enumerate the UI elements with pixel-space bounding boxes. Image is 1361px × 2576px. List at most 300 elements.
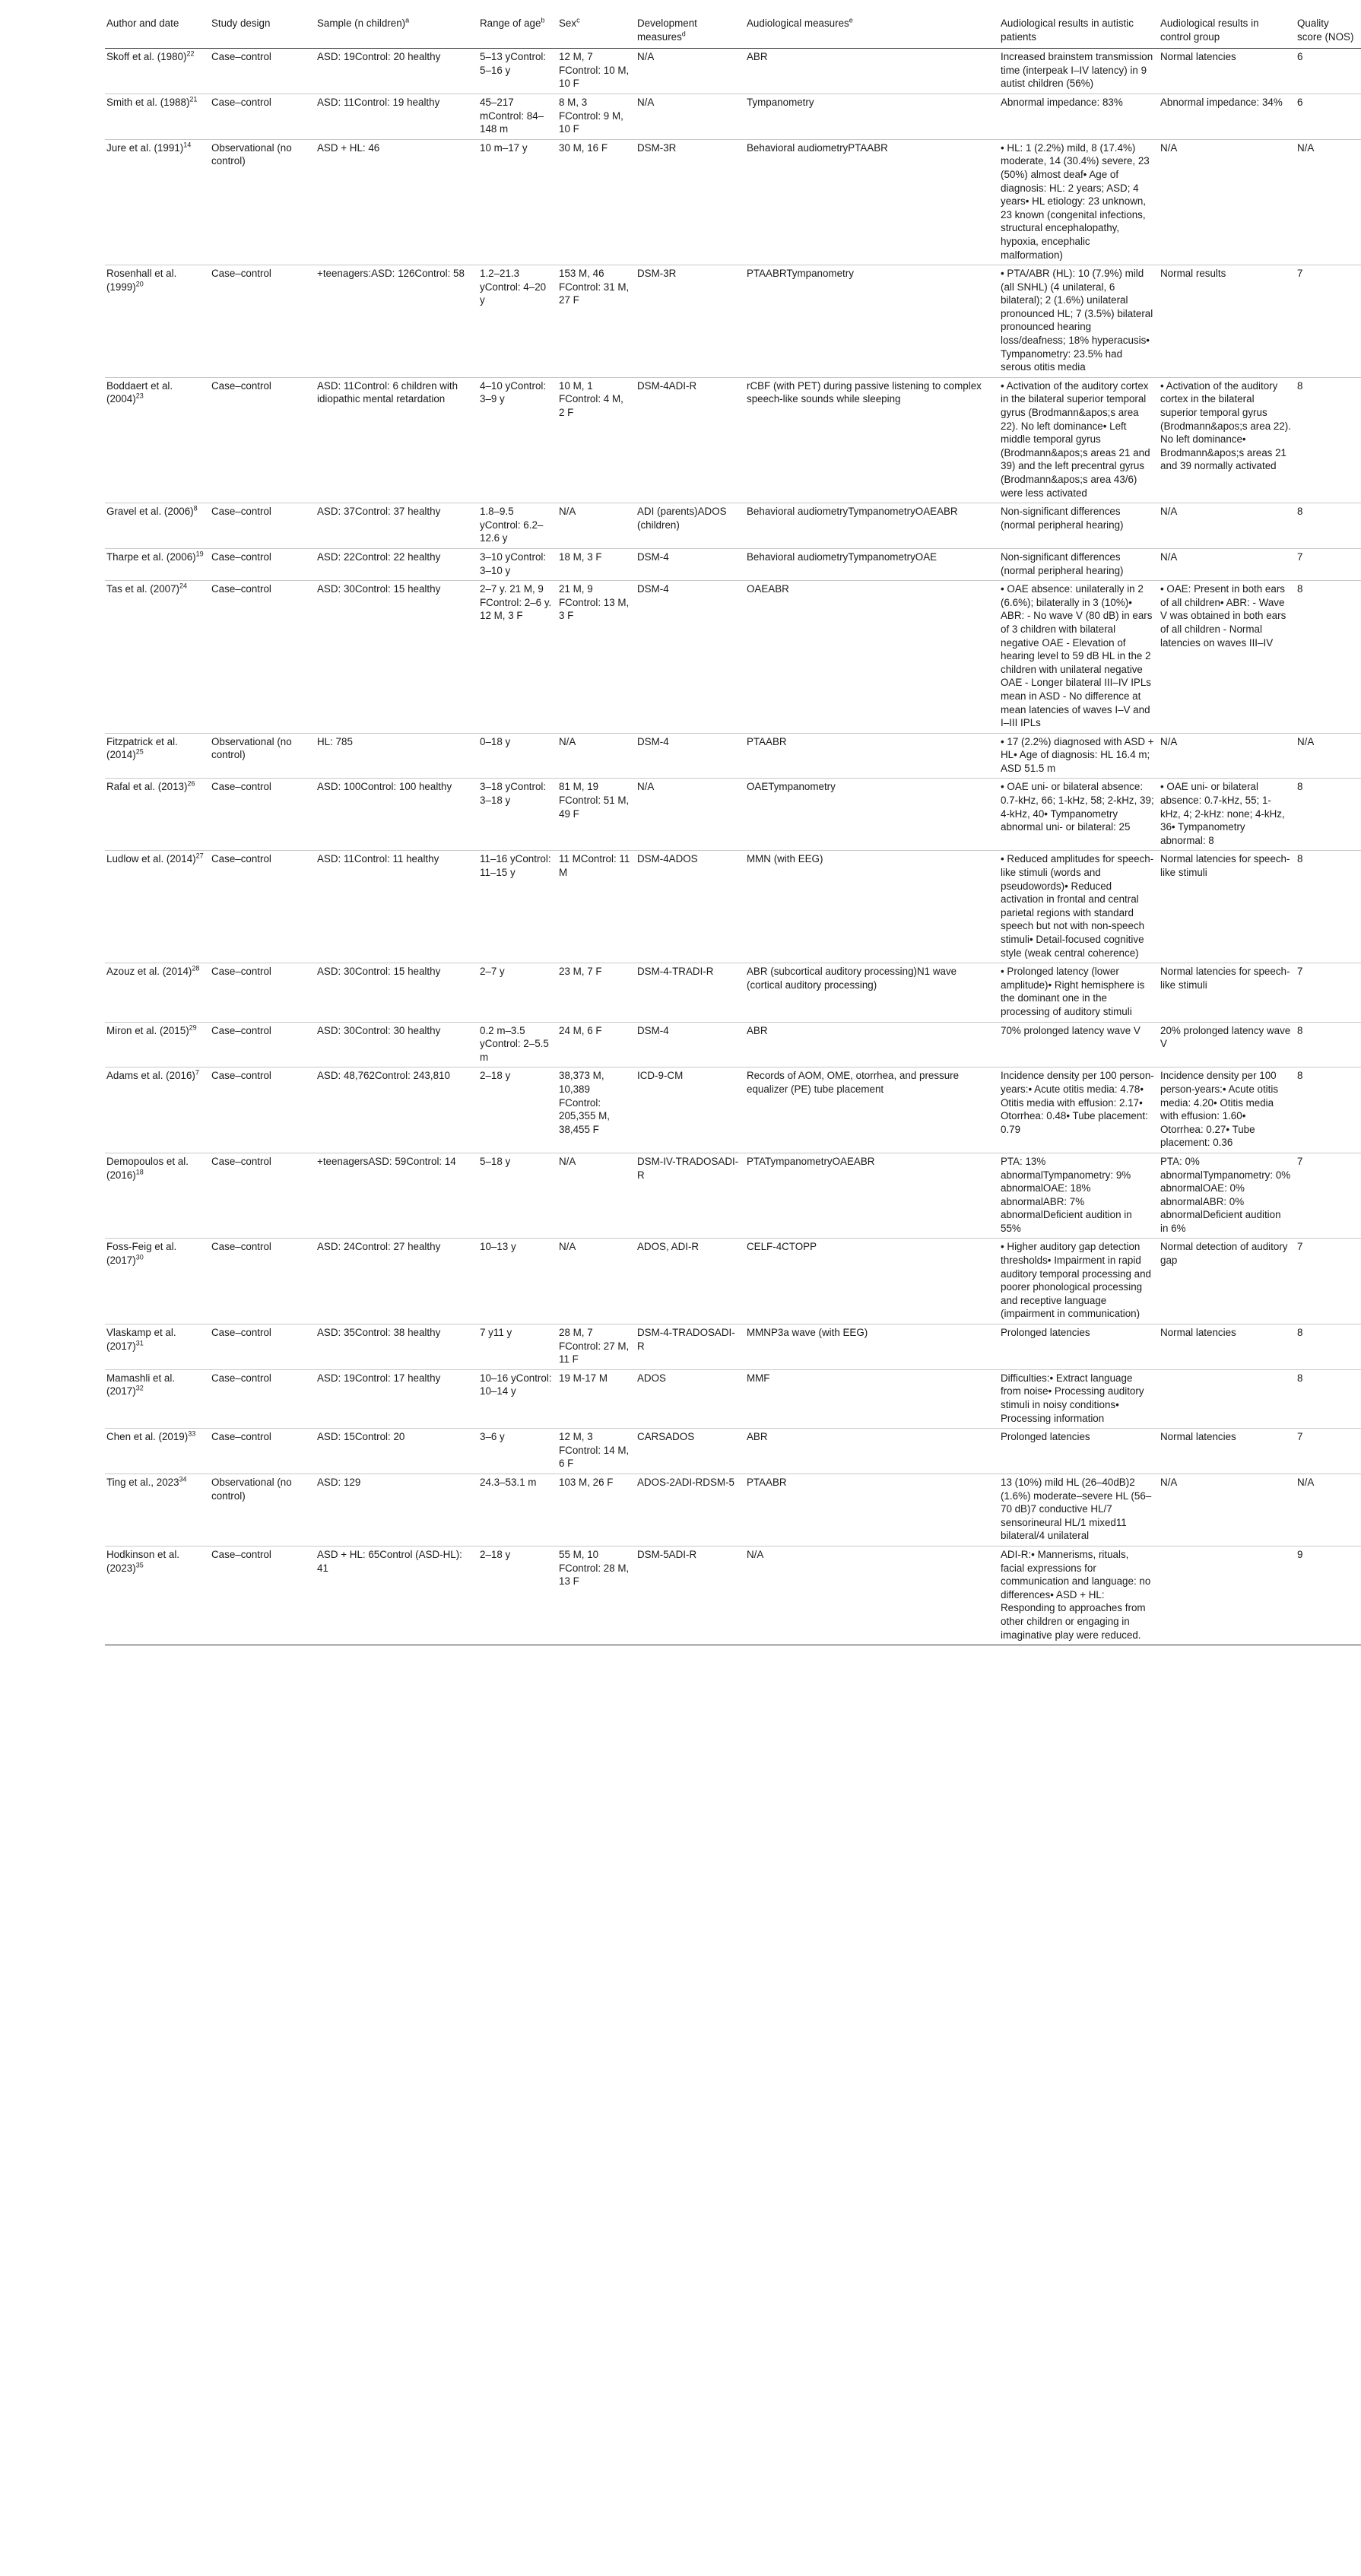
- table-row: [105, 581, 1361, 734]
- reference-number: 21: [189, 95, 198, 103]
- cell-author: [105, 1474, 210, 1546]
- cell-study-design-text: Case–control: [211, 781, 271, 793]
- cell-results-control: [1159, 733, 1296, 779]
- table-row: [105, 1546, 1361, 1645]
- cell-audiological-measures-text: OAETympanometry: [747, 781, 836, 793]
- cell-quality-score-text: N/A: [1297, 1476, 1315, 1488]
- cell-sample: [316, 1546, 478, 1645]
- column-header-label: Audiological results in control group: [1160, 17, 1259, 43]
- cell-study-design: [210, 1369, 316, 1428]
- cell-quality-score-text: 8: [1297, 379, 1303, 392]
- cell-author-text: Ludlow et al. (2014): [106, 853, 196, 865]
- cell-sample: [316, 1068, 478, 1153]
- cell-sex-text: 19 M-17 M: [559, 1372, 608, 1384]
- cell-audiological-measures: [745, 49, 999, 94]
- cell-audiological-measures: [745, 503, 999, 549]
- cell-quality-score: [1296, 581, 1361, 734]
- cell-quality-score-text: 7: [1297, 1241, 1303, 1253]
- cell-study-design: [210, 733, 316, 779]
- cell-age-range: [478, 733, 557, 779]
- cell-study-design-text: Case–control: [211, 550, 271, 563]
- cell-age-range: [478, 851, 557, 963]
- cell-development-measures-text: DSM-3R: [637, 141, 677, 154]
- table-row: [105, 1068, 1361, 1153]
- table-row: [105, 265, 1361, 378]
- cell-sex: [557, 94, 636, 139]
- cell-author-text: Demopoulos et al. (2016): [106, 1155, 189, 1181]
- cell-study-design-text: Case–control: [211, 96, 271, 108]
- cell-study-design: [210, 581, 316, 734]
- reference-number: 35: [135, 1561, 144, 1569]
- cell-age-range-text: 5–18 y: [480, 1155, 511, 1167]
- cell-author: [105, 1068, 210, 1153]
- cell-audiological-measures-text: ABR: [747, 51, 768, 63]
- cell-sample: [316, 963, 478, 1022]
- cell-quality-score-text: 8: [1297, 583, 1303, 595]
- cell-quality-score: [1296, 963, 1361, 1022]
- cell-audiological-measures: [745, 1369, 999, 1428]
- cell-sex: [557, 139, 636, 265]
- cell-quality-score-text: 7: [1297, 1155, 1303, 1167]
- cell-sex: [557, 1369, 636, 1428]
- cell-results-control-text: Normal results: [1160, 268, 1226, 280]
- cell-sex-text: 11 MControl: 11 M: [559, 853, 630, 879]
- cell-author: [105, 1153, 210, 1239]
- column-header-footnote: b: [541, 16, 545, 24]
- cell-development-measures: [636, 1324, 745, 1370]
- reference-number: 23: [135, 392, 144, 400]
- cell-sample-text: ASD: 11Control: 11 healthy: [317, 853, 439, 865]
- cell-results-autistic: [999, 265, 1159, 378]
- cell-sex-text: N/A: [559, 506, 576, 518]
- cell-quality-score-text: 7: [1297, 268, 1303, 280]
- cell-quality-score: [1296, 1429, 1361, 1474]
- cell-sex: [557, 1022, 636, 1068]
- cell-quality-score-text: 8: [1297, 506, 1303, 518]
- cell-age-range-text: 0–18 y: [480, 735, 511, 747]
- cell-study-design: [210, 1153, 316, 1239]
- cell-sample: [316, 1369, 478, 1428]
- reference-number: 29: [189, 1023, 197, 1032]
- cell-results-autistic-text: Abnormal impedance: 83%: [1001, 96, 1123, 108]
- cell-results-control-text: Normal latencies: [1160, 1431, 1236, 1443]
- cell-age-range: [478, 503, 557, 549]
- cell-quality-score-text: 8: [1297, 1372, 1303, 1384]
- cell-development-measures-text: DSM-4-TRADOSADI-R: [637, 1327, 735, 1352]
- cell-author: [105, 1022, 210, 1068]
- cell-sample: [316, 94, 478, 139]
- cell-author: [105, 503, 210, 549]
- cell-sex: [557, 963, 636, 1022]
- cell-results-control: [1159, 779, 1296, 851]
- cell-author-text: Vlaskamp et al. (2017): [106, 1327, 176, 1352]
- cell-audiological-measures-text: MMF: [747, 1372, 770, 1384]
- column-header: [557, 15, 636, 49]
- cell-development-measures: [636, 1429, 745, 1474]
- cell-age-range-text: 24.3–53.1 m: [480, 1476, 537, 1488]
- cell-audiological-measures-text: ABR: [747, 1024, 768, 1036]
- cell-development-measures-text: DSM-4: [637, 550, 669, 563]
- cell-results-autistic-text: • Higher auditory gap detection thresholds• Impairment in rapid auditory temporal processing and poorer phonological processing and receptive language (impairment in communication): [1001, 1241, 1151, 1320]
- cell-sex: [557, 733, 636, 779]
- cell-author-text: Adams et al. (2016): [106, 1070, 195, 1082]
- cell-audiological-measures: [745, 1022, 999, 1068]
- cell-author-text: Rosenhall et al. (1999): [106, 268, 177, 293]
- cell-sample-text: +teenagersASD: 59Control: 14: [317, 1155, 456, 1167]
- cell-results-control-text: Normal latencies: [1160, 1327, 1236, 1339]
- cell-development-measures: [636, 1068, 745, 1153]
- cell-results-control-text: Normal detection of auditory gap: [1160, 1241, 1288, 1267]
- cell-results-autistic-text: PTA: 13% abnormalTympanometry: 9% abnormalOAE: 18% abnormalABR: 7% abnormalDeficient audition in 55%: [1001, 1155, 1132, 1234]
- cell-quality-score: [1296, 139, 1361, 265]
- cell-quality-score-text: 7: [1297, 1431, 1303, 1443]
- cell-sample-text: ASD: 129: [317, 1476, 361, 1488]
- column-header-label: Development measures: [637, 17, 697, 43]
- cell-sex: [557, 581, 636, 734]
- cell-study-design: [210, 503, 316, 549]
- cell-author-text: Miron et al. (2015): [106, 1024, 189, 1036]
- cell-author: [105, 779, 210, 851]
- cell-development-measures-text: N/A: [637, 96, 655, 108]
- cell-development-measures-text: N/A: [637, 781, 655, 793]
- cell-development-measures-text: CARSADOS: [637, 1431, 695, 1443]
- cell-results-autistic: [999, 548, 1159, 580]
- cell-results-autistic-text: Non-significant differences (normal peripheral hearing): [1001, 506, 1124, 531]
- cell-results-autistic-text: Non-significant differences (normal peripheral hearing): [1001, 550, 1124, 576]
- table-row: [105, 851, 1361, 963]
- cell-results-control-text: N/A: [1160, 506, 1178, 518]
- cell-results-autistic: [999, 1546, 1159, 1645]
- cell-audiological-measures: [745, 265, 999, 378]
- cell-author-text: Jure et al. (1991): [106, 141, 184, 154]
- cell-results-control: [1159, 1324, 1296, 1370]
- cell-study-design-text: Case–control: [211, 853, 271, 865]
- column-header-footnote: a: [405, 16, 410, 24]
- cell-development-measures-text: DSM-IV-TRADOSADI-R: [637, 1155, 739, 1181]
- cell-quality-score-text: 8: [1297, 853, 1303, 865]
- cell-results-control: [1159, 851, 1296, 963]
- cell-audiological-measures: [745, 1474, 999, 1546]
- cell-author: [105, 733, 210, 779]
- cell-quality-score: [1296, 1324, 1361, 1370]
- cell-sex-text: 55 M, 10 FControl: 28 M, 13 F: [559, 1548, 630, 1588]
- table-row: [105, 139, 1361, 265]
- cell-results-autistic: [999, 94, 1159, 139]
- cell-age-range: [478, 548, 557, 580]
- cell-sex: [557, 851, 636, 963]
- reference-number: 8: [193, 504, 198, 512]
- cell-development-measures-text: DSM-4: [637, 583, 669, 595]
- cell-audiological-measures: [745, 963, 999, 1022]
- column-header: [1296, 15, 1361, 49]
- table-row: [105, 49, 1361, 94]
- cell-study-design: [210, 1239, 316, 1324]
- cell-sample: [316, 733, 478, 779]
- cell-audiological-measures: [745, 851, 999, 963]
- column-header-label: Sex: [559, 17, 577, 29]
- cell-sex: [557, 1429, 636, 1474]
- cell-author: [105, 1369, 210, 1428]
- reference-number: 22: [186, 49, 195, 58]
- cell-results-control: [1159, 265, 1296, 378]
- column-header-label: Author and date: [106, 17, 179, 29]
- cell-quality-score: [1296, 733, 1361, 779]
- cell-author: [105, 94, 210, 139]
- cell-development-measures-text: DSM-4-TRADI-R: [637, 966, 714, 978]
- cell-development-measures-text: ADI (parents)ADOS (children): [637, 506, 727, 531]
- column-header: [316, 15, 478, 49]
- cell-results-control: [1159, 1546, 1296, 1645]
- cell-study-design: [210, 1324, 316, 1370]
- table-row: [105, 1369, 1361, 1428]
- cell-author: [105, 1239, 210, 1324]
- cell-development-measures-text: ADOS, ADI-R: [637, 1241, 700, 1253]
- cell-study-design: [210, 963, 316, 1022]
- cell-audiological-measures-text: Behavioral audiometryTympanometryOAEABR: [747, 506, 958, 518]
- cell-sex-text: 12 M, 7 FControl: 10 M, 10 F: [559, 51, 630, 90]
- cell-quality-score: [1296, 265, 1361, 378]
- cell-development-measures: [636, 548, 745, 580]
- cell-study-design: [210, 94, 316, 139]
- cell-sex: [557, 503, 636, 549]
- cell-age-range: [478, 1239, 557, 1324]
- cell-audiological-measures-text: PTAABR: [747, 1476, 787, 1488]
- table-row: [105, 503, 1361, 549]
- cell-development-measures: [636, 581, 745, 734]
- cell-results-control: [1159, 94, 1296, 139]
- cell-results-control: [1159, 503, 1296, 549]
- cell-age-range-text: 1.8–9.5 yControl: 6.2–12.6 y: [480, 506, 544, 544]
- cell-results-autistic-text: ADI-R:• Mannerisms, rituals, facial expressions for communication and language: no differences• ASD + HL: Responding to approaches from other children or engaging in imaginative play were reduced.: [1001, 1548, 1151, 1641]
- cell-sex-text: 23 M, 7 F: [559, 966, 602, 978]
- cell-author-text: Boddaert et al. (2004): [106, 379, 173, 405]
- cell-sex: [557, 265, 636, 378]
- cell-age-range: [478, 1474, 557, 1546]
- cell-audiological-measures: [745, 733, 999, 779]
- cell-sample: [316, 265, 478, 378]
- column-header: [105, 15, 210, 49]
- cell-development-measures-text: ADOS-2ADI-RDSM-5: [637, 1476, 734, 1488]
- cell-quality-score-text: N/A: [1297, 141, 1315, 154]
- cell-study-design-text: Case–control: [211, 1431, 271, 1443]
- cell-age-range-text: 7 y11 y: [480, 1327, 512, 1339]
- cell-audiological-measures-text: MMNP3a wave (with EEG): [747, 1327, 868, 1339]
- cell-results-autistic: [999, 377, 1159, 503]
- cell-results-autistic: [999, 779, 1159, 851]
- cell-author-text: Azouz et al. (2014): [106, 966, 192, 978]
- cell-results-autistic: [999, 1369, 1159, 1428]
- cell-development-measures-text: DSM-5ADI-R: [637, 1548, 697, 1560]
- reference-number: 20: [135, 280, 144, 288]
- cell-audiological-measures-text: N/A: [747, 1548, 764, 1560]
- cell-audiological-measures-text: MMN (with EEG): [747, 853, 823, 865]
- cell-audiological-measures: [745, 377, 999, 503]
- cell-audiological-measures-text: Behavioral audiometryTympanometryOAE: [747, 550, 937, 563]
- column-header-footnote: c: [576, 16, 580, 24]
- cell-audiological-measures-text: PTAABR: [747, 735, 787, 747]
- column-header-label: Range of age: [480, 17, 541, 29]
- cell-sample-text: ASD: 19Control: 17 healthy: [317, 1372, 441, 1384]
- reference-number: 31: [135, 1339, 144, 1347]
- cell-age-range-text: 1.2–21.3 yControl: 4–20 y: [480, 268, 547, 306]
- cell-sample-text: ASD: 15Control: 20: [317, 1431, 405, 1443]
- cell-results-control-text: Normal latencies for speech-like stimuli: [1160, 966, 1290, 991]
- cell-sex: [557, 1239, 636, 1324]
- cell-sex-text: 18 M, 3 F: [559, 550, 602, 563]
- column-header: [1159, 15, 1296, 49]
- reference-number: 19: [195, 550, 204, 558]
- table-row: [105, 1474, 1361, 1546]
- cell-audiological-measures-text: ABR: [747, 1431, 768, 1443]
- cell-quality-score-text: 6: [1297, 96, 1303, 108]
- cell-sample: [316, 1239, 478, 1324]
- cell-results-control-text: Normal latencies for speech-like stimuli: [1160, 853, 1290, 879]
- cell-development-measures: [636, 963, 745, 1022]
- cell-development-measures: [636, 1369, 745, 1428]
- cell-results-control: [1159, 548, 1296, 580]
- cell-age-range: [478, 49, 557, 94]
- cell-sample: [316, 581, 478, 734]
- table-container: [105, 15, 1354, 1645]
- cell-study-design: [210, 1022, 316, 1068]
- cell-author: [105, 1546, 210, 1645]
- cell-author: [105, 851, 210, 963]
- cell-sample: [316, 1429, 478, 1474]
- reference-number: 34: [179, 1475, 187, 1483]
- cell-age-range-text: 2–18 y: [480, 1548, 511, 1560]
- cell-development-measures-text: DSM-4: [637, 1024, 669, 1036]
- cell-sample: [316, 1324, 478, 1370]
- cell-age-range-text: 2–7 y. 21 M, 9 FControl: 2–6 y. 12 M, 3 F: [480, 583, 552, 622]
- cell-development-measures: [636, 1153, 745, 1239]
- cell-author-text: Gravel et al. (2006): [106, 506, 194, 518]
- cell-study-design: [210, 1429, 316, 1474]
- column-header-footnote: e: [849, 16, 853, 24]
- cell-author: [105, 49, 210, 94]
- cell-study-design-text: Case–control: [211, 379, 271, 392]
- cell-study-design-text: Observational (no control): [211, 141, 292, 167]
- cell-development-measures: [636, 49, 745, 94]
- column-header-label: Study design: [211, 17, 271, 29]
- cell-audiological-measures: [745, 1324, 999, 1370]
- cell-study-design: [210, 1546, 316, 1645]
- cell-development-measures-text: ICD-9-CM: [637, 1070, 684, 1082]
- cell-age-range-text: 0.2 m–3.5 yControl: 2–5.5 m: [480, 1024, 549, 1063]
- cell-results-control: [1159, 1022, 1296, 1068]
- cell-study-design-text: Case–control: [211, 1024, 271, 1036]
- cell-audiological-measures-text: OAEABR: [747, 583, 789, 595]
- cell-sample: [316, 548, 478, 580]
- cell-development-measures: [636, 1546, 745, 1645]
- cell-sex-text: N/A: [559, 1155, 576, 1167]
- cell-development-measures: [636, 94, 745, 139]
- cell-results-autistic: [999, 1022, 1159, 1068]
- cell-study-design: [210, 548, 316, 580]
- cell-age-range: [478, 265, 557, 378]
- cell-sample-text: ASD: 11Control: 6 children with idiopathic mental retardation: [317, 379, 458, 405]
- cell-sample: [316, 1474, 478, 1546]
- cell-development-measures: [636, 779, 745, 851]
- reference-number: 18: [135, 1168, 144, 1176]
- cell-development-measures-text: ADOS: [637, 1372, 666, 1384]
- reference-number: 14: [183, 141, 192, 149]
- cell-author-text: Tas et al. (2007): [106, 583, 180, 595]
- cell-results-control: [1159, 1474, 1296, 1546]
- cell-age-range: [478, 581, 557, 734]
- cell-age-range: [478, 1369, 557, 1428]
- cell-author: [105, 581, 210, 734]
- cell-age-range-text: 3–18 yControl: 3–18 y: [480, 781, 547, 807]
- table-row: [105, 733, 1361, 779]
- cell-audiological-measures: [745, 1239, 999, 1324]
- cell-age-range-text: 10–13 y: [480, 1241, 516, 1253]
- cell-study-design: [210, 1474, 316, 1546]
- cell-results-control-text: N/A: [1160, 735, 1178, 747]
- cell-quality-score-text: 8: [1297, 1070, 1303, 1082]
- cell-results-control-text: PTA: 0% abnormalTympanometry: 0% abnormalOAE: 0% abnormalABR: 0% abnormalDeficient audition in 6%: [1160, 1155, 1291, 1234]
- cell-development-measures: [636, 1239, 745, 1324]
- cell-sex-text: 10 M, 1 FControl: 4 M, 2 F: [559, 379, 623, 419]
- cell-sex: [557, 1068, 636, 1153]
- cell-results-control-text: N/A: [1160, 550, 1178, 563]
- cell-quality-score: [1296, 851, 1361, 963]
- cell-results-autistic-text: Incidence density per 100 person-years:• Acute otitis media: 4.78• Otitis media with effusion: 2.17• Otorrhea: 0.48• Tube placement: 0.79: [1001, 1070, 1154, 1135]
- table-row: [105, 1022, 1361, 1068]
- cell-sex: [557, 1324, 636, 1370]
- cell-results-control: [1159, 1153, 1296, 1239]
- cell-sample-text: ASD: 35Control: 38 healthy: [317, 1327, 441, 1339]
- cell-results-control: [1159, 1369, 1296, 1428]
- reference-number: 25: [135, 747, 144, 756]
- cell-sample: [316, 1153, 478, 1239]
- reference-number: 7: [195, 1068, 199, 1077]
- cell-quality-score: [1296, 1022, 1361, 1068]
- cell-results-autistic-text: • PTA/ABR (HL): 10 (7.9%) mild (all SNHL) (4 unilateral, 6 bilateral); 2 (1.6%) unilateral pronounced HL; 7 (3.5%) bilateral pronounced hearing loss/deafness; 18% hyperacusis• Tympanometry: 23.5% had serous otitis media: [1001, 268, 1153, 373]
- cell-sample-text: ASD: 19Control: 20 healthy: [317, 51, 441, 63]
- cell-audiological-measures-text: Records of AOM, OME, otorrhea, and pressure equalizer (PE) tube placement: [747, 1070, 960, 1095]
- cell-study-design: [210, 49, 316, 94]
- cell-quality-score: [1296, 94, 1361, 139]
- cell-author-text: Rafal et al. (2013): [106, 781, 188, 793]
- cell-results-autistic: [999, 49, 1159, 94]
- cell-study-design-text: Case–control: [211, 1070, 271, 1082]
- cell-sex: [557, 779, 636, 851]
- cell-quality-score-text: 7: [1297, 550, 1303, 563]
- cell-sex-text: 12 M, 3 FControl: 14 M, 6 F: [559, 1431, 630, 1470]
- cell-study-design: [210, 377, 316, 503]
- reference-number: 24: [179, 582, 188, 590]
- cell-results-autistic: [999, 1429, 1159, 1474]
- cell-study-design-text: Case–control: [211, 966, 271, 978]
- cell-age-range: [478, 139, 557, 265]
- cell-sample-text: ASD: 11Control: 19 healthy: [317, 96, 440, 108]
- reference-number: 33: [188, 1429, 196, 1438]
- cell-sex: [557, 1153, 636, 1239]
- cell-results-control-text: 20% prolonged latency wave V: [1160, 1024, 1291, 1050]
- cell-author-text: Chen et al. (2019): [106, 1431, 189, 1443]
- cell-results-autistic-text: • Prolonged latency (lower amplitude)• Right hemisphere is the dominant one in the processing of auditory stimuli: [1001, 966, 1145, 1017]
- cell-study-design: [210, 1068, 316, 1153]
- column-header: [478, 15, 557, 49]
- cell-development-measures-text: DSM-3R: [637, 268, 677, 280]
- cell-author: [105, 139, 210, 265]
- cell-development-measures-text: DSM-4: [637, 735, 669, 747]
- cell-age-range: [478, 1022, 557, 1068]
- cell-quality-score: [1296, 1474, 1361, 1546]
- cell-author-text: Tharpe et al. (2006): [106, 550, 196, 563]
- cell-sample: [316, 377, 478, 503]
- cell-age-range: [478, 1546, 557, 1645]
